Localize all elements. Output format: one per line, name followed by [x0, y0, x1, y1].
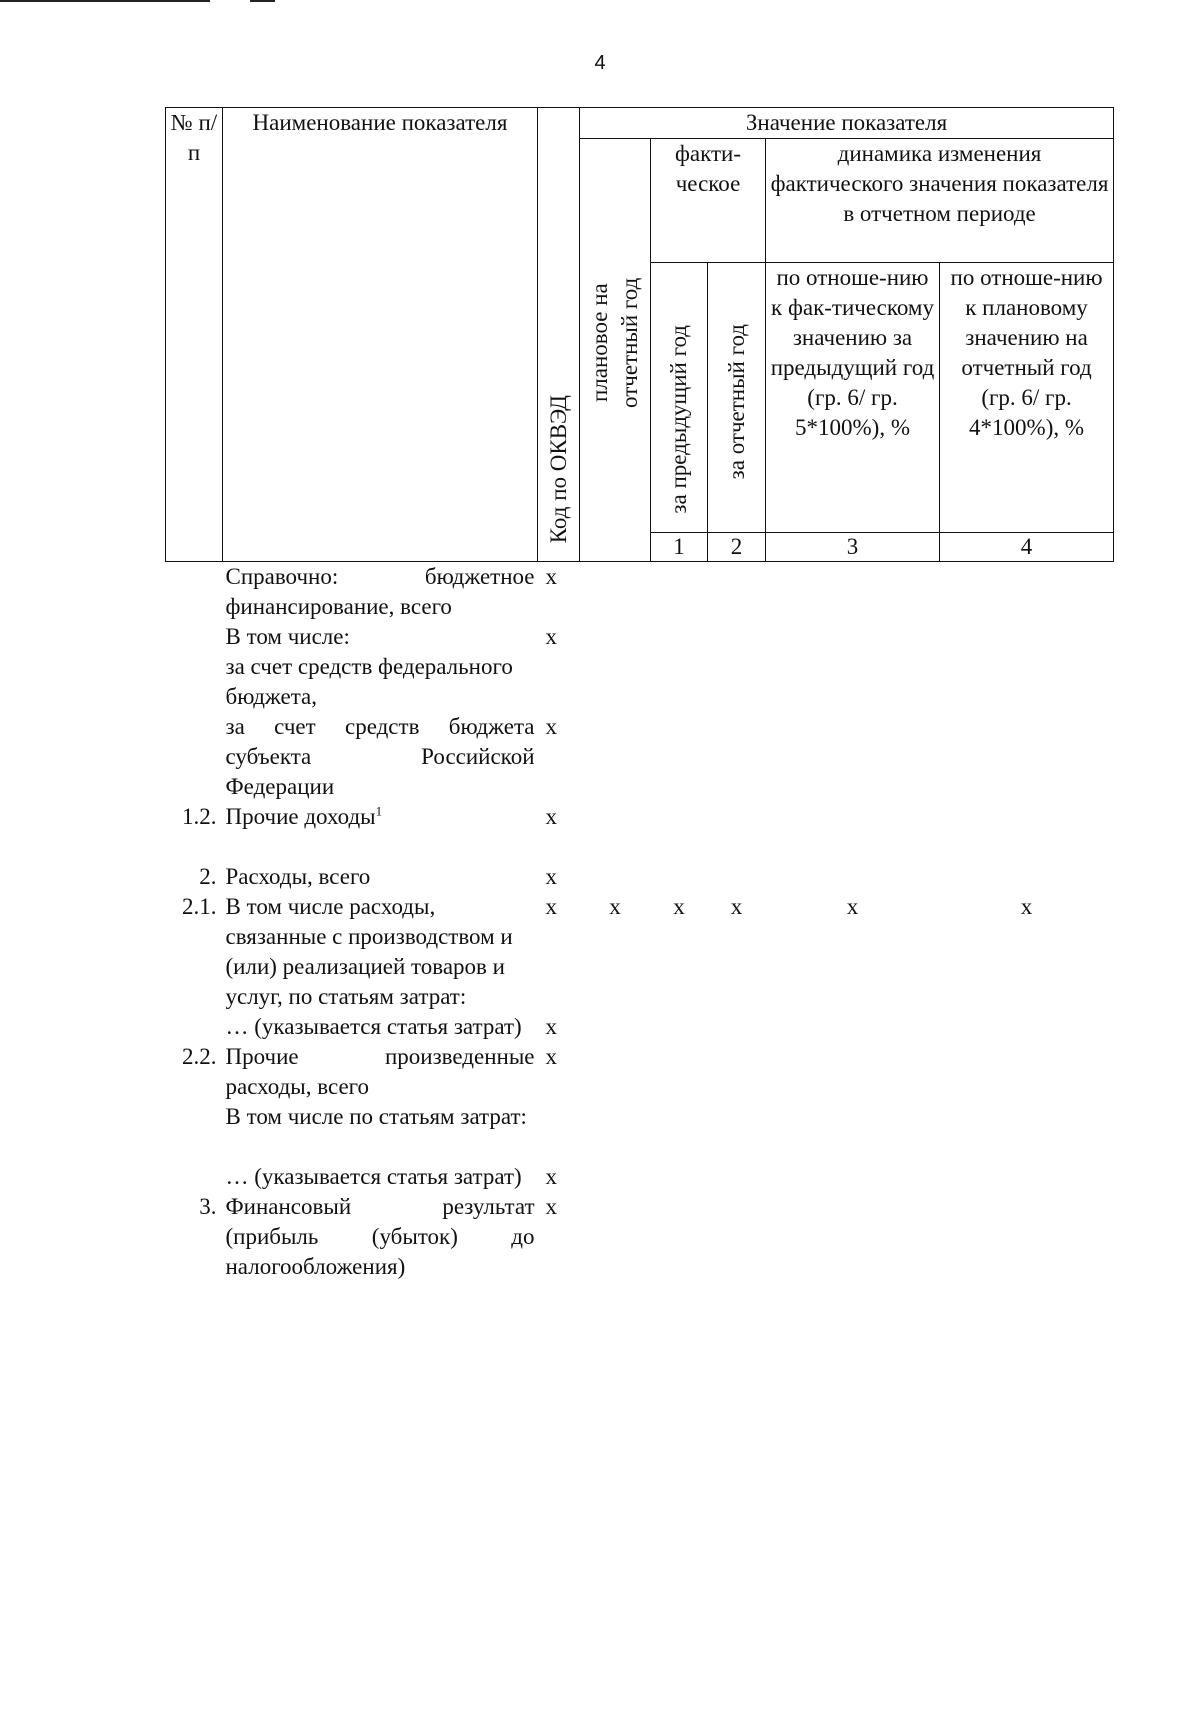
row-mark	[651, 1042, 708, 1102]
row-number	[166, 1012, 223, 1042]
row-number: 2.2.	[182, 1044, 217, 1069]
row-mark: x	[545, 564, 557, 589]
row-mark	[708, 1042, 766, 1102]
row-mark	[940, 1012, 1114, 1042]
colnum-3: 3	[766, 533, 940, 562]
row-name: Прочие произведенные расходы, всего	[225, 1044, 535, 1099]
row-name: за счет средств федерального бюджета,	[225, 654, 513, 709]
row-mark	[580, 712, 651, 802]
row-mark	[708, 1012, 766, 1042]
header-dynamics-group: динамика изменения фактического значения показателя в отчетном периоде	[766, 139, 1114, 263]
page-number: 4	[594, 52, 606, 74]
row-name: В том числе по статьям затрат:	[225, 1104, 527, 1129]
header-report-year: за отчетный год	[708, 263, 766, 533]
row-mark: x	[1020, 894, 1033, 919]
row-mark: x	[730, 894, 743, 919]
row-mark	[651, 562, 708, 623]
row-mark	[580, 652, 651, 712]
row-mark	[766, 622, 940, 652]
row-mark	[940, 1162, 1114, 1192]
table-row	[166, 1102, 1114, 1132]
row-mark	[538, 652, 580, 712]
header-planned: плановое на отчетный год	[580, 139, 651, 562]
table-row	[166, 1192, 1114, 1282]
row-mark	[651, 622, 708, 652]
row-name: … (указывается статья затрат)	[225, 1014, 522, 1039]
header-no: № п/п	[166, 108, 223, 562]
table-row	[166, 712, 1114, 802]
row-number	[166, 562, 223, 623]
row-mark	[580, 562, 651, 623]
scan-edge-line	[250, 0, 275, 2]
colnum-4: 4	[940, 533, 1114, 562]
row-mark	[940, 712, 1114, 802]
row-name: … (указывается статья затрат)	[225, 1164, 522, 1189]
row-number	[166, 1102, 223, 1132]
row-mark: x	[609, 894, 621, 919]
row-mark: x	[673, 894, 685, 919]
row-number: 2.1.	[182, 894, 217, 919]
row-name: В том числе:	[225, 624, 350, 649]
header-prev-year: за предыдущий год	[651, 263, 708, 533]
row-mark: x	[545, 1194, 557, 1219]
table-row	[166, 1162, 1114, 1192]
table-row	[166, 1012, 1114, 1042]
row-mark	[940, 1102, 1114, 1132]
row-mark: x	[545, 1044, 557, 1069]
row-mark	[651, 862, 708, 892]
row-mark	[708, 1102, 766, 1132]
row-mark	[708, 712, 766, 802]
row-mark	[538, 1102, 580, 1132]
row-name: Справочно: бюджетное финансирование, всего	[225, 564, 535, 619]
row-mark	[651, 802, 708, 832]
row-mark	[580, 1192, 651, 1282]
table-row	[166, 892, 1114, 1012]
table-row	[166, 862, 1114, 892]
row-mark	[940, 862, 1114, 892]
row-mark	[651, 1162, 708, 1192]
row-mark	[766, 1192, 940, 1282]
header-vs-plan: по отноше-нию к плановому значению на отчетный год (гр. 6/ гр. 4*100%), %	[940, 263, 1114, 533]
row-name: Финансовый результат (прибыль (убыток) до налогообложения)	[225, 1194, 535, 1279]
row-mark	[940, 1192, 1114, 1282]
row-mark	[940, 652, 1114, 712]
row-mark: x	[545, 624, 557, 649]
row-name: В том числе расходы, связанные с производством и (или) реализацией товаров и услуг, по статьям затрат:	[225, 894, 513, 1009]
row-mark	[580, 1102, 651, 1132]
row-name: Прочие доходы$^1$	[225, 803, 383, 829]
row-mark	[766, 1042, 940, 1102]
row-mark	[708, 1162, 766, 1192]
row-mark	[708, 862, 766, 892]
row-mark	[940, 802, 1114, 832]
row-mark: x	[545, 864, 557, 889]
row-mark	[651, 1102, 708, 1132]
colnum-2: 2	[708, 533, 766, 562]
row-mark	[580, 1042, 651, 1102]
row-mark	[651, 1192, 708, 1282]
table-row	[166, 802, 1114, 832]
row-mark	[580, 622, 651, 652]
table-row	[166, 652, 1114, 712]
header-vs-prev: по отноше-нию к фак-тическому значению за предыдущий год (гр. 6/ гр. 5*100%), %	[766, 263, 940, 533]
row-mark	[766, 562, 940, 623]
row-mark	[766, 1012, 940, 1042]
row-mark	[766, 652, 940, 712]
row-mark: x	[545, 1164, 557, 1189]
header-okved: Код по ОКВЭД	[538, 108, 580, 562]
row-mark	[940, 1042, 1114, 1102]
row-number: 2.	[199, 864, 217, 889]
header-value-group: Значение показателя	[580, 108, 1114, 139]
row-mark	[651, 1012, 708, 1042]
row-number	[166, 622, 223, 652]
row-mark	[580, 862, 651, 892]
table-row	[166, 1042, 1114, 1102]
row-mark: x	[846, 894, 859, 919]
row-mark	[651, 652, 708, 712]
row-number	[166, 1162, 223, 1192]
row-mark	[651, 712, 708, 802]
row-number: 3.	[199, 1194, 217, 1219]
row-mark	[708, 1192, 766, 1282]
row-number: 1.2.	[182, 804, 217, 829]
table-row	[166, 562, 1114, 623]
row-mark	[766, 802, 940, 832]
row-mark	[708, 562, 766, 623]
colnum-1: 1	[651, 533, 708, 562]
footnote-marker: 1	[375, 803, 383, 819]
row-mark	[708, 802, 766, 832]
row-mark	[940, 622, 1114, 652]
row-name: за счет средств бюджета субъекта Российской Федерации	[225, 714, 535, 799]
row-mark	[766, 712, 940, 802]
indicator-table	[165, 107, 1114, 1282]
row-mark	[708, 622, 766, 652]
table-row	[166, 622, 1114, 652]
row-mark: x	[545, 804, 557, 829]
header-name: Наименование показателя	[223, 108, 538, 562]
row-spacer	[166, 832, 1114, 862]
row-mark	[580, 802, 651, 832]
row-mark	[708, 652, 766, 712]
row-mark	[940, 562, 1114, 623]
row-number	[166, 712, 223, 802]
row-mark	[766, 1162, 940, 1192]
row-name: Расходы, всего	[225, 864, 371, 889]
row-number	[166, 652, 223, 712]
row-spacer	[166, 1132, 1114, 1162]
row-mark	[580, 1162, 651, 1192]
row-mark	[766, 862, 940, 892]
row-mark: x	[545, 894, 557, 919]
row-mark	[766, 1102, 940, 1132]
row-mark	[580, 1012, 651, 1042]
row-mark: x	[545, 1014, 557, 1039]
row-mark: x	[545, 714, 557, 739]
header-actual-group: факти-ческое	[651, 139, 766, 263]
scan-edge-line	[0, 0, 210, 2]
